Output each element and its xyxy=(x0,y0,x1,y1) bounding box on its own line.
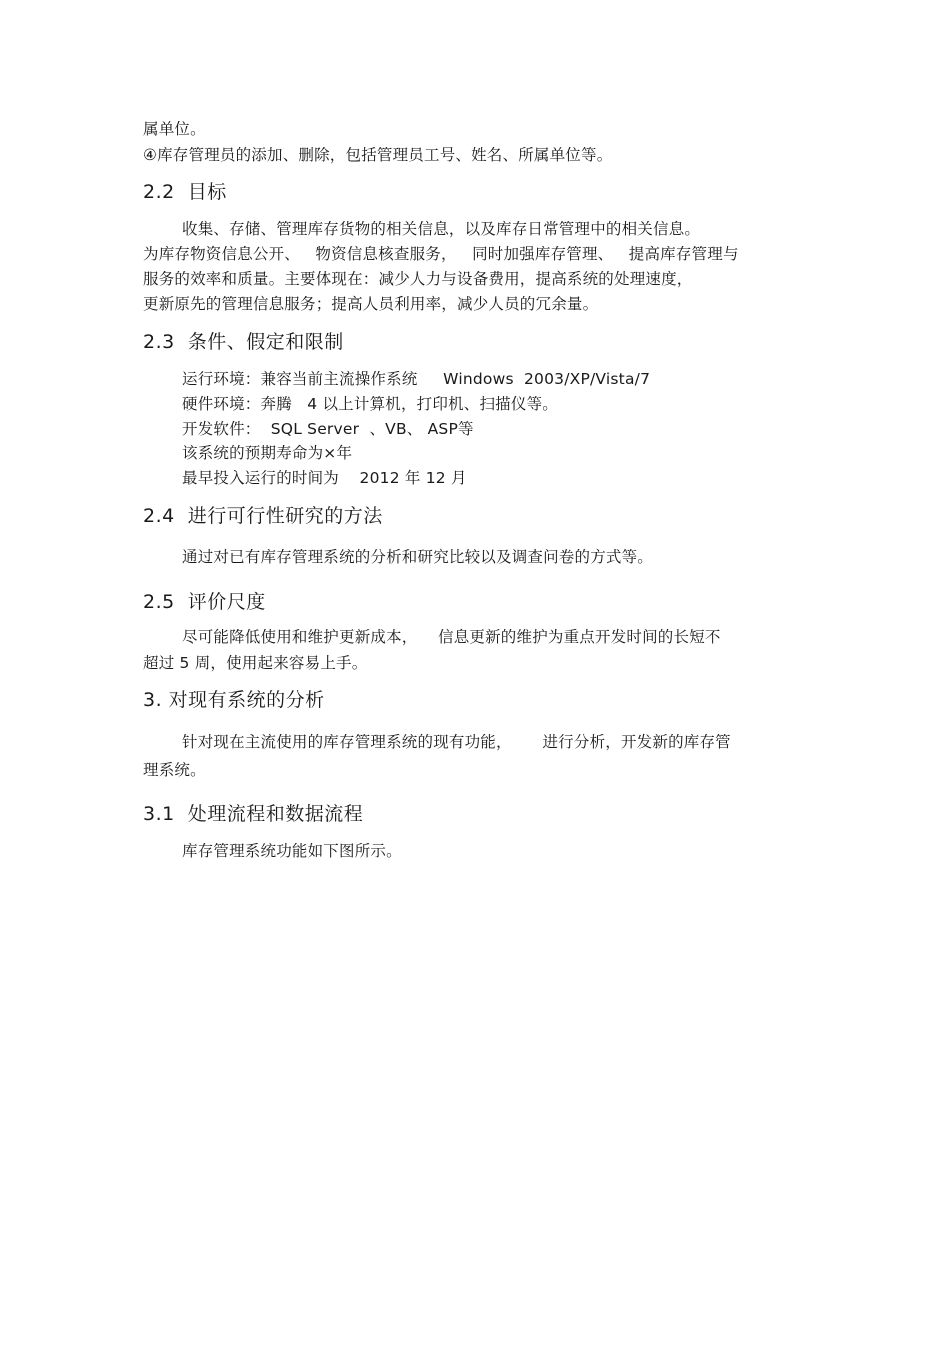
section-2-3-line-4: 该系统的预期寿命为×年 xyxy=(182,444,353,462)
section-2-5-line-2: 超过 5 周，使用起来容易上手。 xyxy=(143,654,368,672)
section-2-3-line-2: 硬件环境：奔腾 4 以上计算机，打印机、扫描仪等。 xyxy=(182,395,558,413)
section-2-3-line-3: 开发软件： SQL Server 、VB、 ASP等 xyxy=(182,420,474,438)
section-3-heading: 3. 对现有系统的分析 xyxy=(143,689,325,711)
section-3-line-2: 理系统。 xyxy=(143,761,206,779)
section-3-1-line-1: 库存管理系统功能如下图所示。 xyxy=(182,842,402,860)
section-2-4-heading: 2.4 进行可行性研究的方法 xyxy=(143,505,383,527)
section-2-5-line-1: 尽可能降低使用和维护更新成本， 信息更新的维护为重点开发时间的长短不 xyxy=(182,628,721,646)
section-2-3-heading: 2.3 条件、假定和限制 xyxy=(143,331,344,353)
intro-line-1: 属单位。 xyxy=(143,120,206,138)
section-2-2-para-line-2: 为库存物资信息公开、 物资信息核查服务， 同时加强库存管理、 提高库存管理与 xyxy=(143,245,739,263)
section-2-2-para-line-3: 服务的效率和质量。主要体现在：减少人力与设备费用，提高系统的处理速度， xyxy=(143,270,693,288)
section-2-3-line-5: 最早投入运行的时间为 2012 年 12 月 xyxy=(182,469,467,487)
section-3-line-1: 针对现在主流使用的库存管理系统的现有功能， 进行分析，开发新的库存管 xyxy=(182,733,731,751)
section-2-2-para-line-4: 更新原先的管理信息服务；提高人员利用率，减少人员的冗余量。 xyxy=(143,295,599,313)
section-2-2-heading: 2.2 目标 xyxy=(143,181,227,203)
section-2-5-heading: 2.5 评价尺度 xyxy=(143,591,266,613)
section-2-2-para-line-1: 收集、存储、管理库存货物的相关信息，以及库存日常管理中的相关信息。 xyxy=(182,220,701,238)
section-2-3-line-1: 运行环境：兼容当前主流操作系统 Windows 2003/XP/Vista/7 xyxy=(182,370,651,388)
intro-line-2: ④库存管理员的添加、删除，包括管理员工号、姓名、所属单位等。 xyxy=(143,146,613,164)
section-3-1-heading: 3.1 处理流程和数据流程 xyxy=(143,803,364,825)
section-2-4-line-1: 通过对已有库存管理系统的分析和研究比较以及调查问卷的方式等。 xyxy=(182,548,654,566)
